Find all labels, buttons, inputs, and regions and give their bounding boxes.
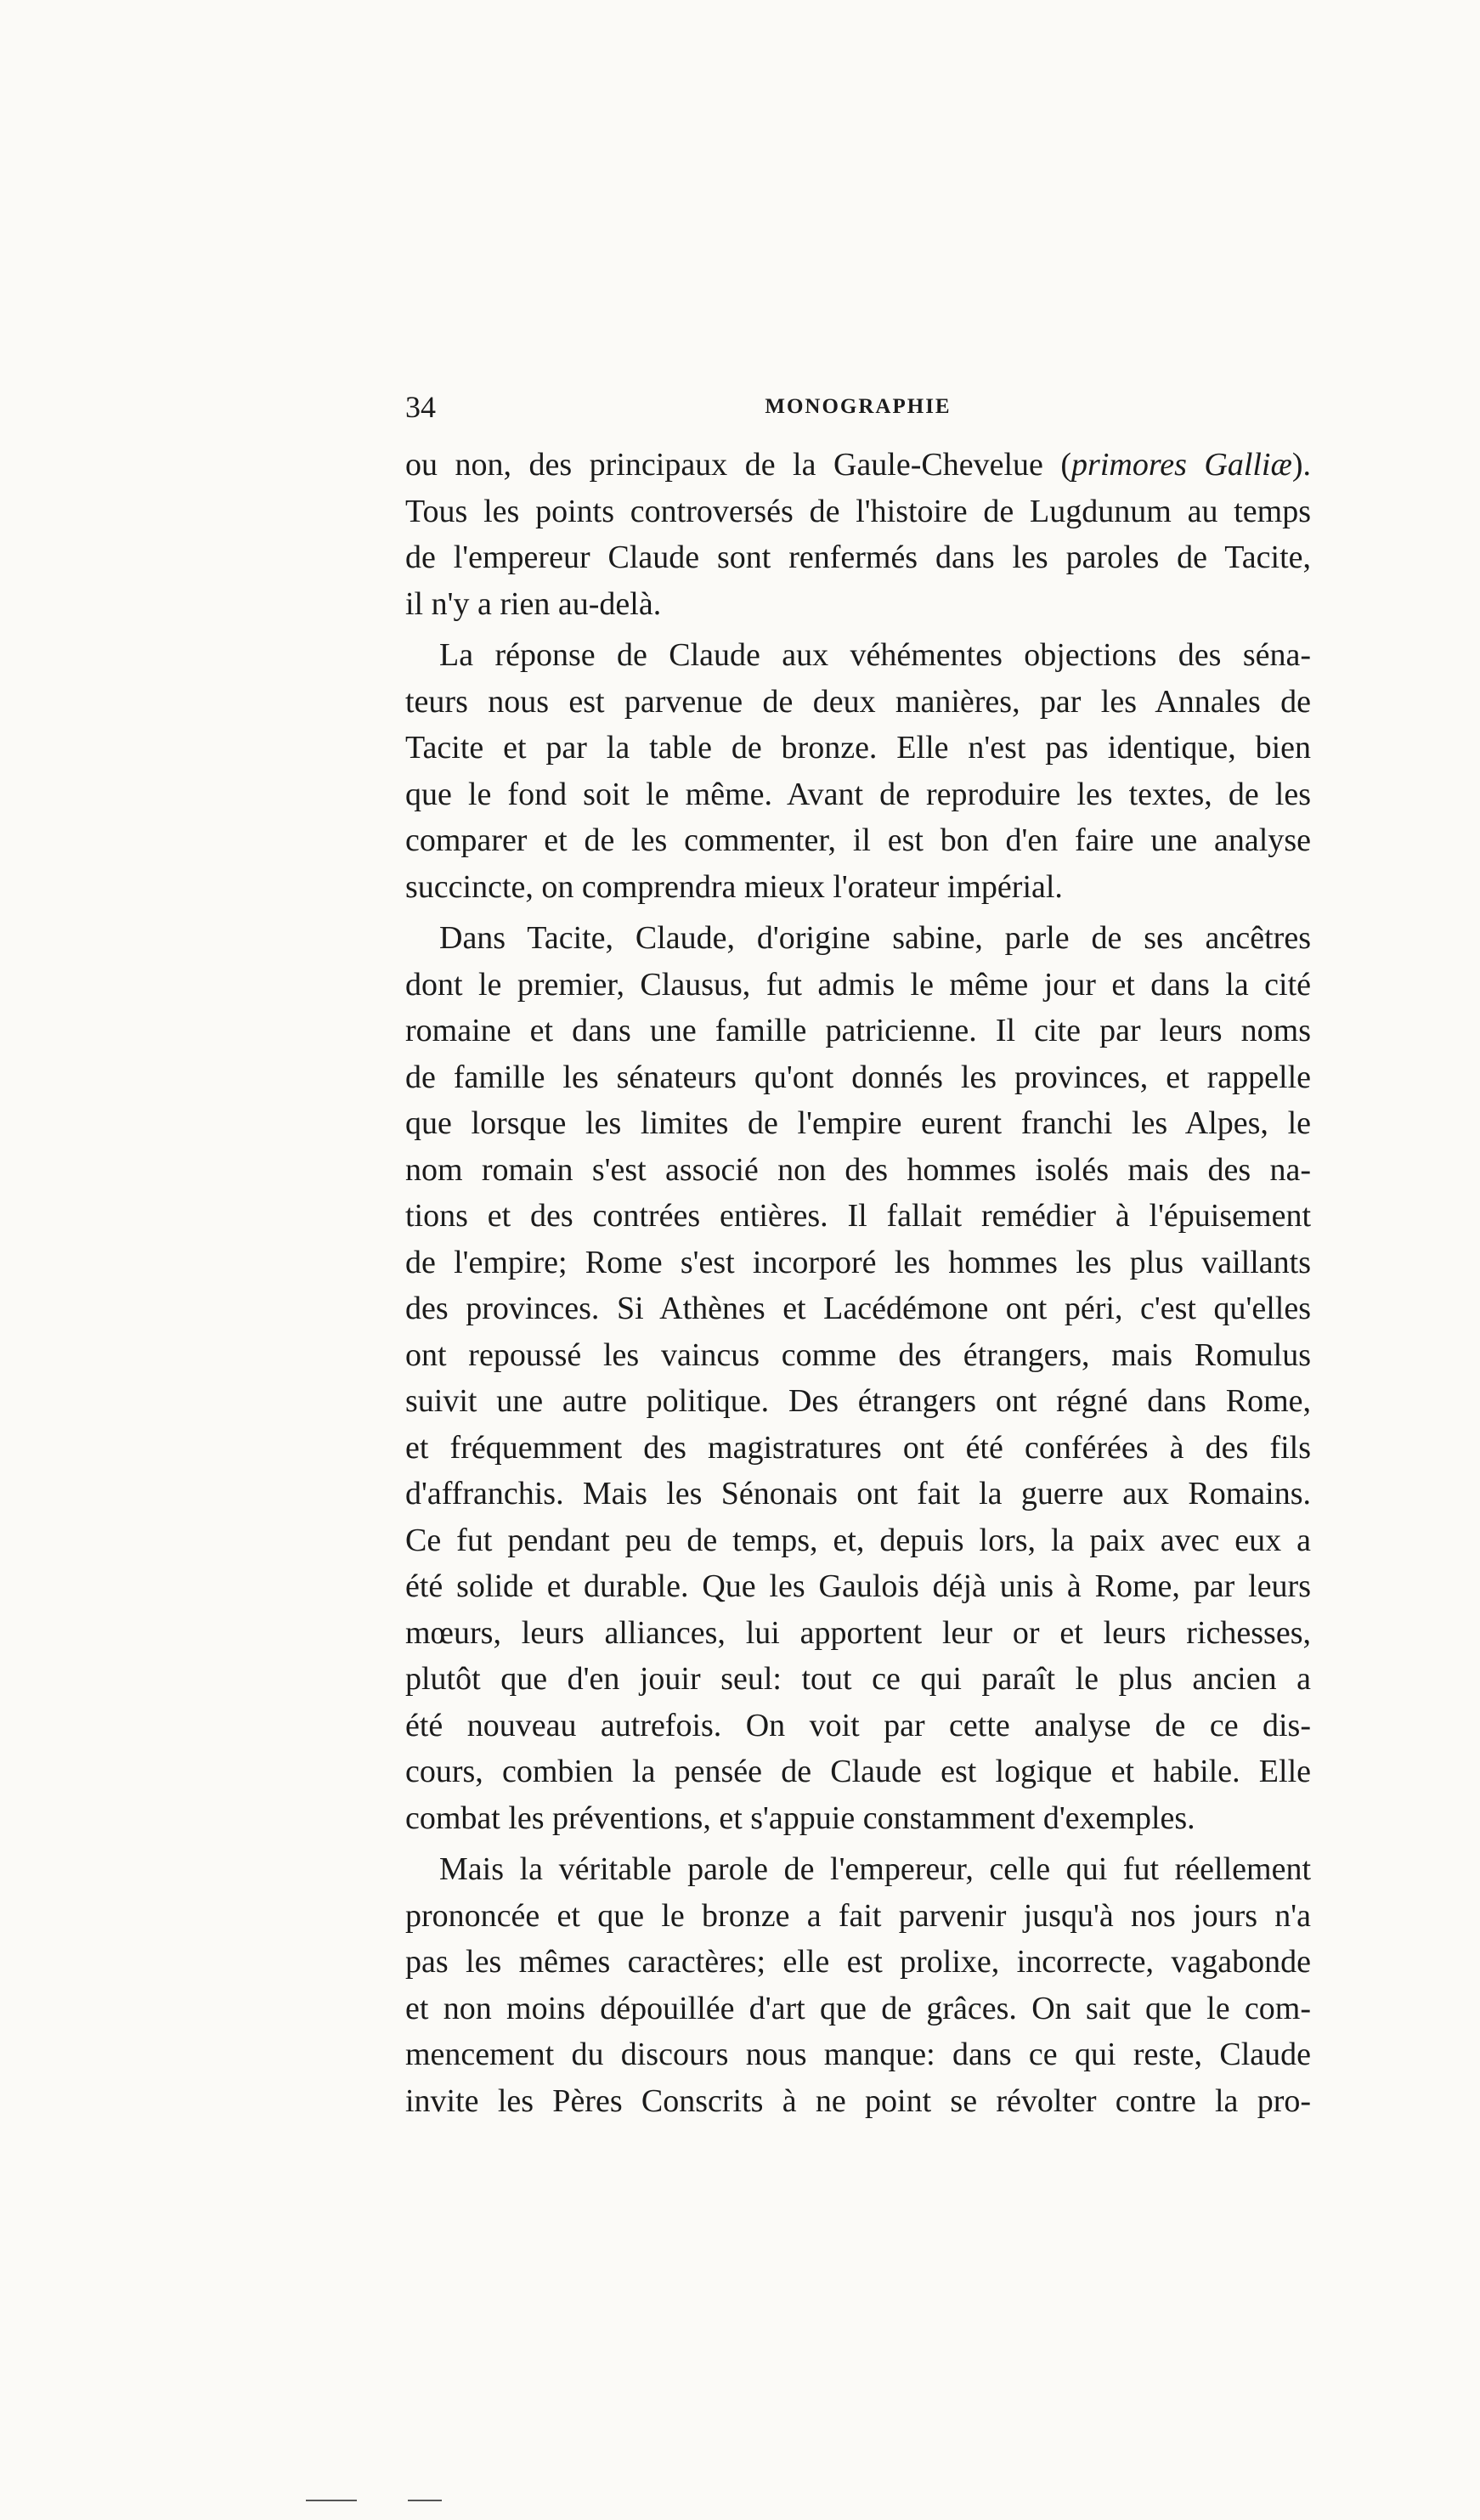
text-line: comparer et de les commenter, il est bon d'en faire une analyse	[405, 822, 1311, 858]
text-line: que le fond soit le même. Avant de reproduire les textes, de les	[405, 776, 1311, 812]
text-line: que lorsque les limites de l'empire eurent franchi les Alpes, le	[405, 1105, 1311, 1141]
text-line: plutôt que d'en jouir seul: tout ce qui paraît le plus ancien a	[405, 1661, 1311, 1697]
text-line: été nouveau autrefois. On voit par cette analyse de ce dis-	[405, 1707, 1311, 1743]
paragraph-2	[405, 632, 1311, 910]
text-line: pas les mêmes caractères; elle est prolixe, incorrecte, vagabonde	[405, 1944, 1311, 1980]
text-line	[405, 442, 1311, 489]
scan-margin-mark	[306, 2500, 357, 2501]
text-line: et fréquemment des magistratures ont été conférées à des fils	[405, 1429, 1311, 1466]
scan-margin-mark	[408, 2500, 442, 2501]
text-line: combat les préventions, et s'appuie constamment d'exemples.	[405, 1800, 1195, 1836]
running-title: MONOGRAPHIE	[765, 395, 952, 418]
text-line: Ce fut pendant peu de temps, et, depuis lors, la paix avec eux a	[405, 1522, 1311, 1558]
text-line: Tous les points controversés de l'histoire de Lugdunum au temps	[405, 493, 1311, 529]
text-line: teurs nous est parvenue de deux manières, par les Annales de	[405, 683, 1311, 720]
text-line-part: ou non, des principaux de la Gaule-Chevelue (	[405, 447, 1072, 483]
text-line: cours, combien la pensée de Claude est logique et habile. Elle	[405, 1754, 1311, 1789]
text-line: et non moins dépouillée d'art que de grâces. On sait que le com-	[405, 1990, 1311, 2026]
text-line: de l'empereur Claude sont renfermés dans les paroles de Tacite,	[405, 540, 1311, 575]
paragraph-4	[405, 1846, 1311, 2124]
text-line: été solide et durable. Que les Gaulois déjà unis à Rome, par leurs	[405, 1568, 1311, 1604]
text-line: invite les Pères Conscrits à ne point se révolter contre la pro-	[405, 2082, 1311, 2119]
paragraph-1	[405, 442, 1311, 627]
page-number: 34	[405, 390, 436, 424]
text-line: nom romain s'est associé non des hommes isolés mais des na-	[405, 1151, 1311, 1188]
text-line: succincte, on comprendra mieux l'orateur impérial.	[405, 868, 1063, 905]
paragraph-3	[405, 915, 1311, 1841]
text-line-part: ).	[1291, 447, 1311, 483]
latin-phrase: primores Galliæ	[1071, 447, 1292, 483]
text-line: il n'y a rien au-delà.	[405, 585, 662, 622]
text-line: romaine et dans une famille patricienne. Il cite par leurs noms	[405, 1013, 1311, 1048]
text-line: Mais la véritable parole de l'empereur, celle qui fut réellement	[439, 1851, 1311, 1887]
text-line: prononcée et que le bronze a fait parvenir jusqu'à nos jours n'a	[405, 1897, 1311, 1934]
text-line: dont le premier, Clausus, fut admis le même jour et dans la cité	[405, 966, 1311, 1003]
text-line: mœurs, leurs alliances, lui apportent leur or et leurs richesses,	[405, 1614, 1311, 1651]
text-line: ont repoussé les vaincus comme des étrangers, mais Romulus	[405, 1336, 1311, 1373]
text-line: La réponse de Claude aux véhémentes objections des séna-	[439, 637, 1311, 673]
page-header	[405, 387, 1311, 427]
text-line: Dans Tacite, Claude, d'origine sabine, parle de ses ancêtres	[439, 920, 1311, 956]
text-line: suivit une autre politique. Des étrangers ont régné dans Rome,	[405, 1383, 1311, 1419]
body-text	[405, 442, 1311, 2124]
text-line: de famille les sénateurs qu'ont donnés les provinces, et rappelle	[405, 1059, 1311, 1095]
text-line: Tacite et par la table de bronze. Elle n'est pas identique, bien	[405, 730, 1311, 766]
text-line: mencement du discours nous manque: dans ce qui reste, Claude	[405, 2037, 1311, 2072]
text-line: d'affranchis. Mais les Sénonais ont fait la guerre aux Romains.	[405, 1476, 1311, 1511]
text-line: tions et des contrées entières. Il fallait remédier à l'épuisement	[405, 1198, 1311, 1234]
text-line: de l'empire; Rome s'est incorporé les hommes les plus vaillants	[405, 1244, 1311, 1280]
text-line: des provinces. Si Athènes et Lacédémone ont péri, c'est qu'elles	[405, 1291, 1311, 1326]
